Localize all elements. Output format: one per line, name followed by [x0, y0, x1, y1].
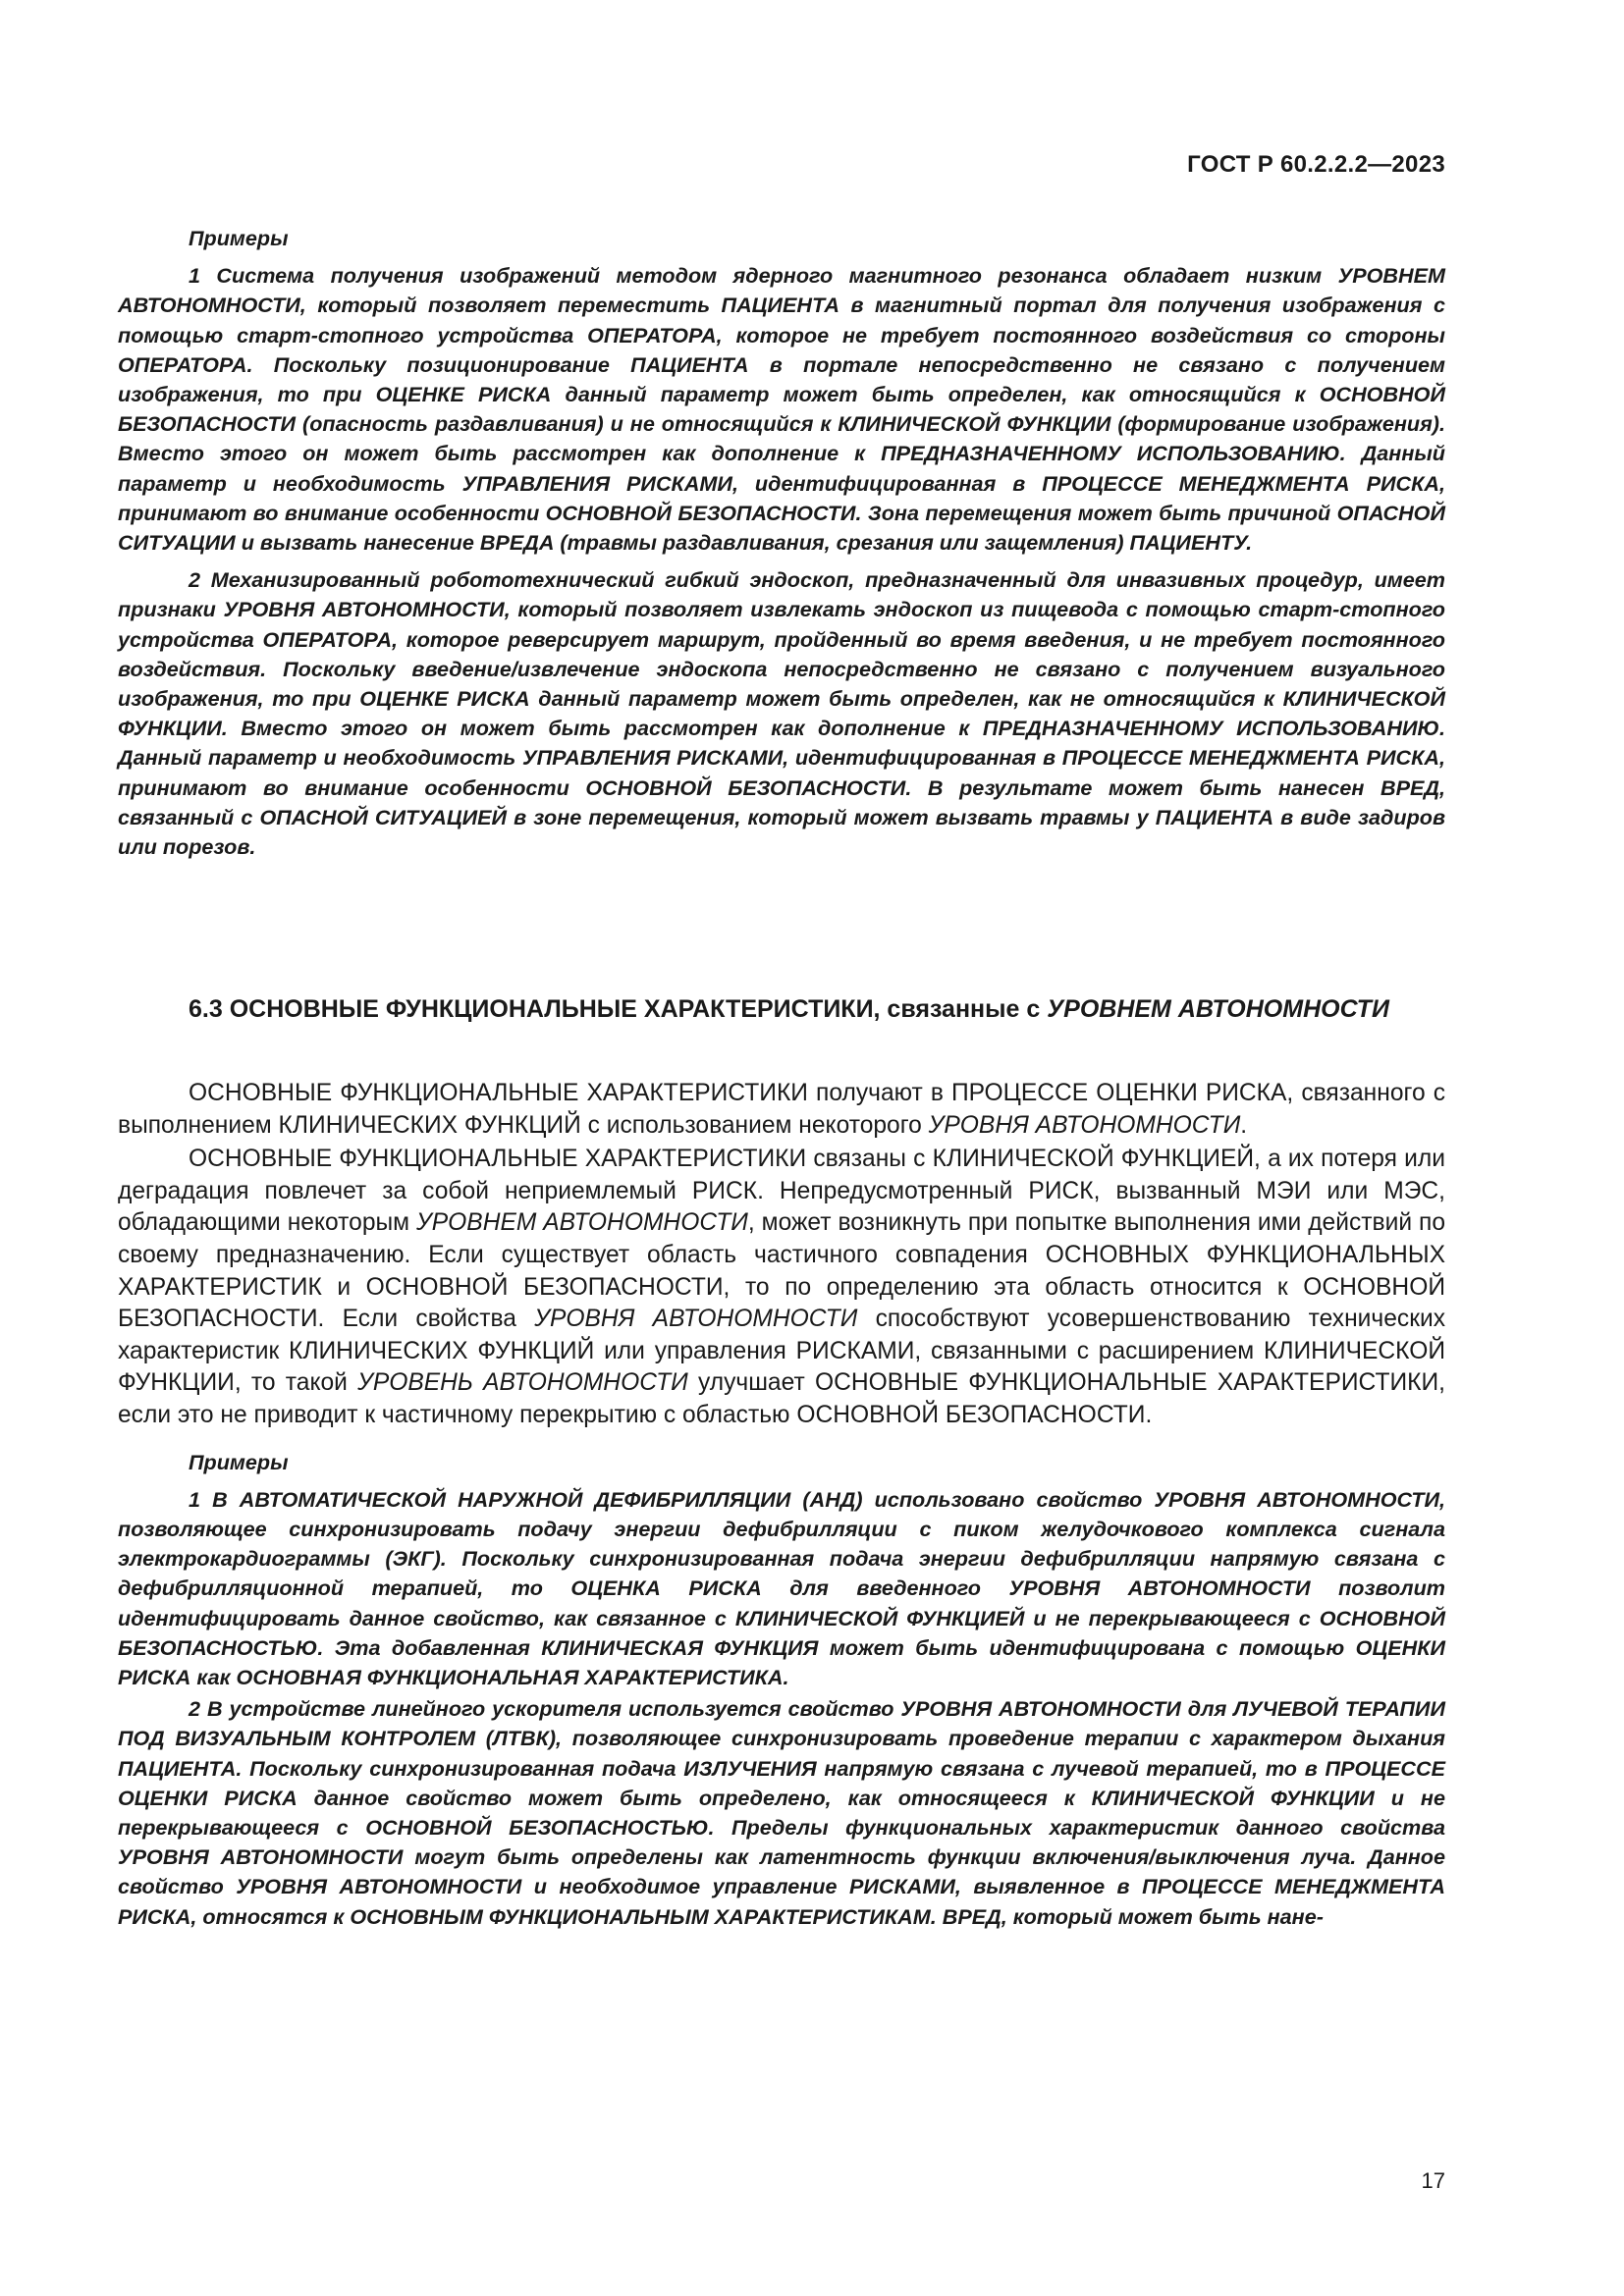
examples-label: Примеры: [189, 1449, 289, 1474]
page-number: 17: [1421, 2168, 1445, 2193]
italic-term: УРОВНЯ АВТОНОМНОСТИ: [928, 1111, 1241, 1139]
examples-block-2: [118, 1448, 1445, 1932]
example-paragraph: 2 Механизированный робототехнический гибкий эндоскоп, предназначенный для инвазивных процедур, имеет признаки УРОВНЯ АВТОНОМНОСТИ, который позволяет извлекать эндоскоп из пищевода с помощью старт-стопного устройства ОПЕРАТОРА, которое реверсирует маршрут, пройденный во время введения, и не требует постоянного воздействия. Поскольку введение/извлечение эндоскопа непосредственно не связано с получением визуального изображения, то при ОЦЕНКЕ РИСКА данный параметр может быть определен, как не относящийся к КЛИНИЧЕСКОЙ ФУНКЦИИ. Вместо этого он может быть рассмотрен как дополнение к ПРЕДНАЗНАЧЕННОМУ ИСПОЛЬЗОВАНИЮ. Данный параметр и необходимость УПРАВЛЕНИЯ РИСКАМИ, идентифицированная в ПРОЦЕССЕ МЕНЕДЖМЕНТА РИСКА, принимают во внимание особенности ОСНОВНОЙ БЕЗОПАСНОСТИ. В результате может быть нанесен ВРЕД, связанный с ОПАСНОЙ СИТУАЦИЕЙ в зоне перемещения, который может вызвать травмы у ПАЦИЕНТА в виде задиров или порезов.: [118, 567, 1445, 860]
italic-term: УРОВНЯ АВТОНОМНОСТИ: [534, 1306, 858, 1333]
italic-term: УРОВНЕМ АВТОНОМНОСТИ: [416, 1209, 748, 1237]
example-paragraph: 1 Система получения изображений методом ядерного магнитного резонанса обладает низким УРОВНЕМ АВТОНОМНОСТИ, который позволяет переместить ПАЦИЕНТА в магнитный портал для получения изображения с помощью старт-стопного устройства ОПЕРАТОРА, которое не требует постоянного воздействия со стороны ОПЕРАТОРА. Поскольку позиционирование ПАЦИЕНТА в портале непосредственно не связано с получением изображения, то при ОЦЕНКЕ РИСКА данный параметр может быть определен, как относящийся к ОСНОВНОЙ БЕЗОПАСНОСТИ (опасность раздавливания) и не относящийся к КЛИНИЧЕСКОЙ ФУНКЦИИ (формирование изображения). Вместо этого он может быть рассмотрен как дополнение к ПРЕДНАЗНАЧЕННОМУ ИСПОЛЬЗОВАНИЮ. Данный параметр и необходимость УПРАВЛЕНИЯ РИСКАМИ, идентифицированная в ПРОЦЕССЕ МЕНЕДЖМЕНТА РИСКА, принимают во внимание особенности ОСНОВНОЙ БЕЗОПАСНОСТИ. Зона перемещения может быть причиной ОПАСНОЙ СИТУАЦИИ и вызвать нанесение ВРЕДА (травмы раздавливания, срезания или защемления) ПАЦИЕНТУ.: [118, 263, 1445, 556]
examples-label: Примеры: [189, 226, 289, 250]
text-run: улучшает ОСНОВНЫЕ ФУНКЦИОНАЛЬНЫЕ ХАРАКТЕРИСТИКИ, если это не приводит к частичному перекрытию с областью ОСНОВНОЙ БЕЗОПАСНОСТИ.: [118, 1369, 1445, 1428]
section-paragraphs: [118, 1078, 1445, 1432]
section-heading: [189, 993, 1426, 1026]
text-run: ОСНОВНЫЕ ФУНКЦИОНАЛЬНЫЕ ХАРАКТЕРИСТИКИ получают в ПРОЦЕССЕ ОЦЕНКИ РИСКА, связанного с выполнением КЛИНИЧЕСКИХ ФУНКЦИЙ с использованием некоторого: [118, 1080, 1445, 1139]
section-heading-italic: УРОВНЕМ АВТОНОМНОСТИ: [1047, 995, 1389, 1023]
section-body: [118, 1078, 1446, 1929]
document-code: ГОСТ Р 60.2.2.2—2023: [1187, 151, 1445, 178]
example-paragraph: 1 В АВТОМАТИЧЕСКОЙ НАРУЖНОЙ ДЕФИБРИЛЛЯЦИИ (АНД) использовано свойство УРОВНЯ АВТОНОМНОСТИ, позволяющее синхронизировать подачу энергии дефибрилляции с пиком желудочкового комплекса сигнала электрокардиограммы (ЭКГ). Поскольку синхронизированная подача энергии дефибрилляции напрямую связана с дефибрилляционной терапией, то ОЦЕНКА РИСКА для введенного УРОВНЯ АВТОНОМНОСТИ позволит идентифицировать данное свойство, как связанное с КЛИНИЧЕСКОЙ ФУНКЦИЕЙ и не перекрывающееся с ОСНОВНОЙ БЕЗОПАСНОСТЬЮ. Эта добавленная КЛИНИЧЕСКАЯ ФУНКЦИЯ может быть идентифицирована с помощью ОЦЕНКИ РИСКА как ОСНОВНАЯ ФУНКЦИОНАЛЬНАЯ ХАРАКТЕРИСТИКА.: [118, 1486, 1445, 1689]
body-paragraph: [118, 1078, 1445, 1142]
examples-block-1: [118, 224, 1445, 870]
text-run: ОСНОВНЫЕ ФУНКЦИОНАЛЬНЫЕ ХАРАКТЕРИСТИКИ связаны с КЛИНИЧЕСКОЙ ФУНКЦИЕЙ, а их потеря или деградация повлечет за собой неприемлемый РИСК. Непредусмотренный РИСК, вызванный МЭИ или МЭС, обладающими некоторым: [118, 1146, 1445, 1237]
body-paragraph: [118, 1144, 1445, 1431]
text-run: .: [1240, 1111, 1248, 1139]
example-paragraph: 2 В устройстве линейного ускорителя используется свойство УРОВНЯ АВТОНОМНОСТИ для ЛУЧЕВОЙ ТЕРАПИИ ПОД ВИЗУАЛЬНЫМ КОНТРОЛЕМ (ЛТВК), позволяющее синхронизировать проведение терапии с характером дыхания ПАЦИЕНТА. Поскольку синхронизированная подача ИЗЛУЧЕНИЯ напрямую связана с лучевой терапией, то в ПРОЦЕССЕ ОЦЕНКИ РИСКА данное свойство может быть определено, как относящееся к КЛИНИЧЕСКОЙ ФУНКЦИИ и не перекрывающееся с ОСНОВНОЙ БЕЗОПАСНОСТЬЮ. Пределы функциональных характеристик данного свойства УРОВНЯ АВТОНОМНОСТИ могут быть определены как латентность функции включения/выключения луча. Данное свойство УРОВНЯ АВТОНОМНОСТИ и необходимое управление РИСКАМИ, выявленное в ПРОЦЕССЕ МЕНЕДЖМЕНТА РИСКА, относятся к ОСНОВНЫМ ФУНКЦИОНАЛЬНЫМ ХАРАКТЕРИСТИКАМ. ВРЕД, который может быть нане-: [118, 1696, 1445, 1929]
text-run: способствуют усовершенствованию технических характеристик КЛИНИЧЕСКИХ ФУНКЦИЙ или управления РИСКАМИ, связанными с расширением КЛИНИЧЕСКОЙ ФУНКЦИИ, то такой: [118, 1306, 1445, 1397]
italic-term: УРОВЕНЬ АВТОНОМНОСТИ: [357, 1369, 688, 1397]
text-run: , может возникнуть при попытке выполнения ими действий по своему предназначению. Если существует область частичного совпадения ОСНОВНЫХ ФУНКЦИОНАЛЬНЫХ ХАРАКТЕРИСТИК и ОСНОВНОЙ БЕЗОПАСНОСТИ, то по определению эта область относится к ОСНОВНОЙ БЕЗОПАСНОСТИ. Если свойства: [118, 1209, 1446, 1333]
section-heading-text: 6.3 ОСНОВНЫЕ ФУНКЦИОНАЛЬНЫЕ ХАРАКТЕРИСТИКИ, связанные с: [189, 995, 1048, 1023]
